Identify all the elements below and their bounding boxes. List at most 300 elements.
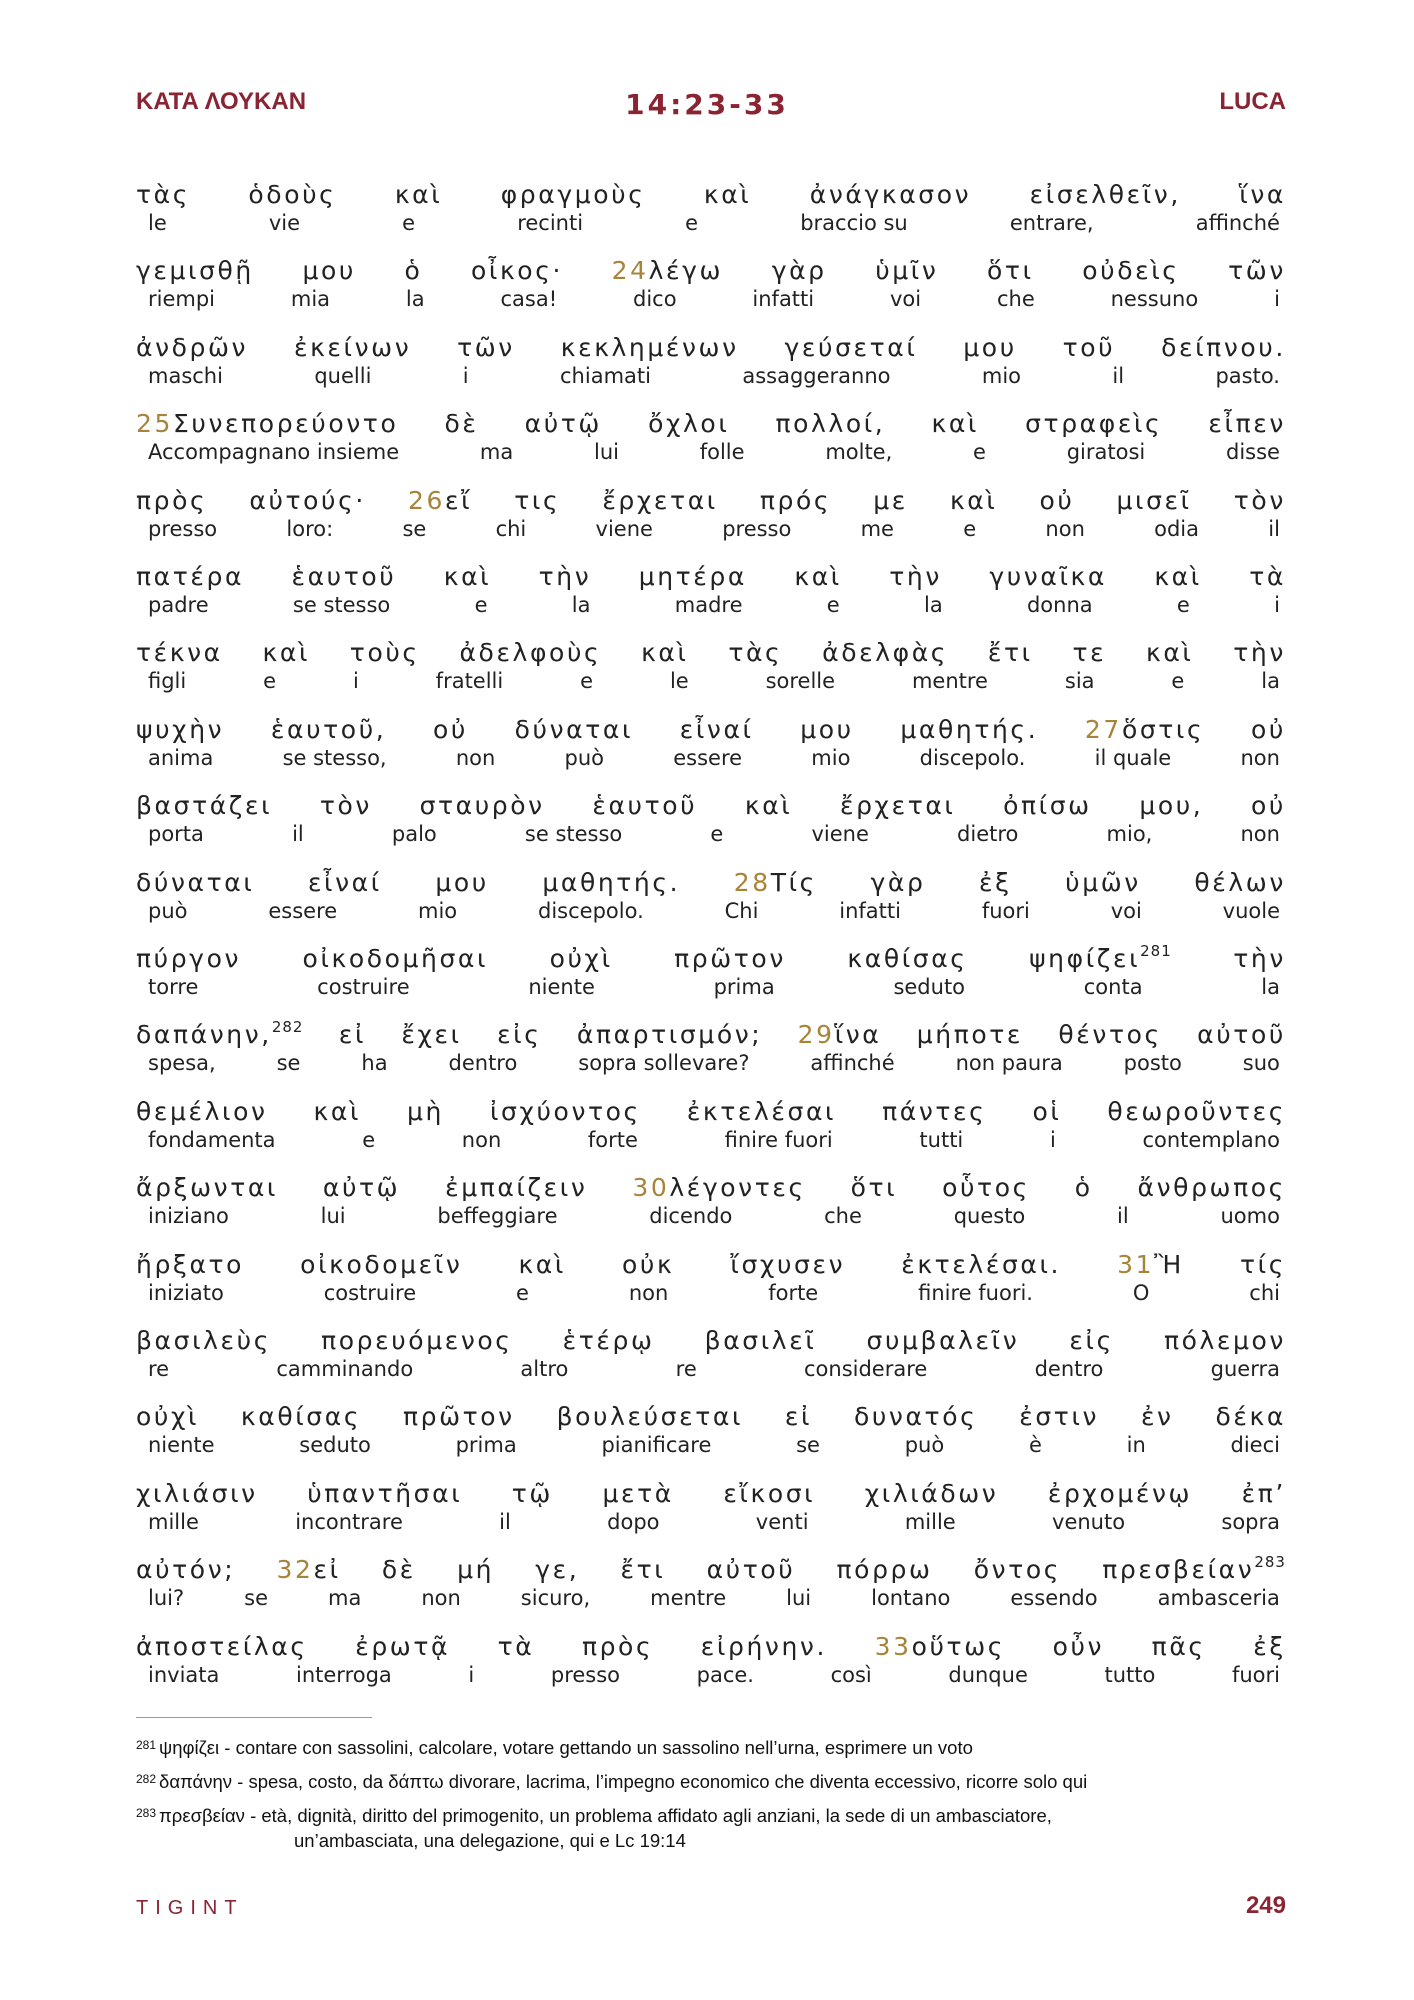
italian-word: i [462,363,469,388]
italian-word: finire fuori [724,1127,833,1152]
italian-gloss-line [136,1204,1286,1232]
italian-word: la [571,593,591,617]
greek-word: τῷ [511,1478,553,1508]
greek-word: ἰσχύοντος [489,1096,641,1126]
greek-word: ἑαυτοῦ, [270,714,387,744]
greek-word: βουλεύσεται [556,1402,744,1432]
verse-number: 24 [611,256,649,286]
footnote-text: ψηφίζει - contare con sassolini, calcolare, votare gettando un sassolino nell’urna, esprimere un voto [159,1737,973,1758]
italian-word: dicendo [649,1204,733,1229]
greek-word: ἑαυτοῦ [291,562,397,591]
italian-word: affinché [810,1051,895,1076]
running-title-italian: LUCA [1219,88,1286,115]
greek-word: ἴσχυσεν [730,1249,846,1279]
greek-word: τις [514,485,561,515]
greek-word: αὐτοῦ [1197,1020,1286,1050]
greek-word: 28Τίς [733,867,817,897]
italian-gloss-line [136,669,1286,697]
italian-word: e [973,440,986,465]
italian-word: ma [479,440,514,465]
italian-word: porta [148,822,204,847]
greek-word: ἐξ [978,867,1012,897]
greek-line [136,180,1286,212]
greek-word: τὸν [1233,485,1286,515]
italian-word: conta [1083,975,1143,999]
interlinear-line [136,180,1286,238]
italian-word: ha [361,1051,388,1076]
greek-word: καὶ [703,180,752,209]
italian-word: se [402,516,427,541]
italian-word: infatti [839,898,901,923]
italian-word: re [675,1357,697,1381]
footnote-number: 281 [136,1738,157,1752]
greek-word: ἔχει [401,1020,462,1050]
italian-word: tutti [919,1127,964,1152]
greek-word: δείπνου. [1161,332,1286,362]
italian-word: costruire [317,975,410,999]
italian-word: se [244,1586,268,1611]
italian-word: non [628,1280,669,1305]
greek-word: ἐκτελέσαι [686,1096,837,1126]
italian-word: affinché [1195,211,1280,235]
greek-word: πρός [759,485,832,515]
italian-word: e [362,1127,376,1152]
greek-word: καὶ [313,1096,362,1126]
italian-word: posto [1123,1051,1182,1076]
footnote-number: 282 [136,1772,157,1786]
greek-word: γὰρ [771,256,827,286]
italian-word: dico [632,287,677,312]
greek-word: οὗτος [942,1173,1030,1203]
italian-word: finire fuori. [918,1280,1033,1305]
italian-word: fratelli [435,669,504,694]
greek-word: ὁδοὺς [248,180,337,209]
greek-word: δὲ [444,409,479,439]
greek-word: ὀπίσω [1003,791,1092,821]
italian-gloss-line [136,1051,1286,1079]
greek-word: βασιλεὺς [136,1326,271,1355]
italian-word: essere [268,898,338,923]
italian-word: le [669,669,689,694]
italian-gloss-line [136,517,1286,545]
italian-word: disse [1225,440,1280,465]
greek-word: μου [800,714,854,744]
interlinear-line [136,562,1286,620]
italian-word: seduto [893,975,966,999]
greek-word: μισεῖ [1116,485,1192,515]
italian-word: può [904,1433,945,1458]
italian-word: palo [391,822,437,847]
interlinear-line [136,944,1286,1002]
italian-word: e [402,211,416,235]
greek-word: ἄρξωνται [136,1173,278,1203]
italian-word: il [499,1509,511,1534]
italian-word: e [826,593,840,617]
greek-word: μετὰ [602,1478,674,1508]
italian-word: chi [495,516,527,541]
greek-word: πρεσβείαν$^{283}$ [1102,1553,1286,1585]
greek-word: εἰ [784,1402,813,1432]
greek-word: δὲ [381,1555,416,1585]
interlinear-line [136,333,1286,391]
greek-word: ὅτι [987,256,1034,286]
greek-word: οὐχὶ [136,1402,200,1432]
footnote-number: 283 [136,1806,157,1820]
greek-line [136,333,1286,365]
italian-word: non [1240,822,1280,847]
italian-word: la [923,593,943,617]
italian-word: mio, [1106,822,1153,847]
greek-word: ὑμῖν [875,256,939,286]
greek-word: πύργον [136,944,242,973]
italian-word: non [421,1586,461,1611]
italian-word: venti [755,1509,809,1534]
italian-word: re [148,1357,170,1381]
verse-number: 28 [733,867,771,897]
italian-word: infatti [752,287,815,312]
italian-word: e [474,593,488,617]
greek-word: τὰς [728,638,783,668]
greek-word: καὶ [949,485,998,515]
italian-gloss-line [136,211,1286,239]
interlinear-line [136,1402,1286,1460]
italian-word: e [685,211,699,235]
greek-word: μητέρα [638,562,747,591]
greek-word: μὴ [407,1096,444,1126]
interlinear-line [136,1097,1286,1155]
italian-gloss-line [136,287,1286,315]
italian-gloss-line [136,1433,1286,1461]
greek-word: ἑαυτοῦ [592,791,698,821]
publisher-mark: TIGINT [136,1897,244,1919]
interlinear-line [136,1173,1286,1231]
italian-word: tutto [1104,1662,1156,1687]
verse-number: 31 [1117,1249,1155,1279]
interlinear-line [136,1020,1286,1078]
italian-word: torre [148,975,199,999]
italian-word: folle [699,440,745,465]
greek-word: δέκα [1215,1402,1286,1432]
greek-line [136,1097,1286,1129]
italian-word: presso [550,1662,621,1687]
italian-word: viene [811,822,869,847]
italian-word: pianificare [601,1433,712,1458]
greek-line [136,1173,1286,1205]
italian-word: e [1171,669,1185,694]
italian-word: dietro [957,822,1019,847]
greek-word: τὰς [136,180,191,209]
greek-word: καὶ [518,1249,566,1279]
chapter-verse-range: 14:23-33 [625,88,789,121]
greek-word: με [873,485,908,515]
italian-gloss-line [136,746,1286,774]
italian-gloss-line [136,1663,1286,1691]
greek-line [136,1020,1286,1052]
greek-word: ἀνάγκασον [809,180,972,209]
italian-word: donna [1026,593,1093,617]
italian-word: sicuro, [520,1586,591,1611]
greek-word: τὴν [538,562,592,591]
italian-word: dentro [1034,1357,1104,1381]
greek-word: αὐτόν; [136,1555,236,1585]
greek-word: πρῶτον [674,944,786,973]
greek-word: ὁ [1074,1173,1093,1203]
italian-word: presso [722,516,792,541]
greek-word: γυναῖκα [989,562,1107,591]
interlinear-line [136,1479,1286,1537]
italian-gloss-line [136,822,1286,850]
italian-word: ma [328,1586,362,1611]
italian-word: questo [953,1204,1026,1229]
greek-word: βασιλεῖ [704,1326,817,1355]
greek-word: μου, [1139,791,1204,821]
greek-word: οὐχὶ [549,944,613,973]
italian-word: anima [148,745,214,770]
italian-word: madre [674,593,743,617]
greek-word: τοῦ [1062,332,1116,362]
italian-word: forte [768,1280,819,1305]
italian-word: considerare [803,1357,928,1381]
italian-word: non [1045,516,1085,541]
verse-number: 30 [632,1173,670,1203]
italian-gloss-line [136,1510,1286,1538]
greek-word: ὁ [404,256,423,286]
italian-word: camminando [276,1357,414,1381]
italian-word: dentro [448,1051,518,1076]
italian-word: se [796,1433,820,1458]
greek-word: 31Ἢ [1117,1249,1184,1279]
italian-word: se stesso, [282,745,387,770]
footnote-text: πρεσβείαν - età, dignità, diritto del primogenito, un problema affidato agli anziani, la sede di un ambasciatore, [159,1805,1052,1826]
italian-word: che [996,287,1035,312]
greek-line [136,1326,1286,1358]
footnote-ref: 283 [1254,1553,1286,1572]
interlinear-line [136,1632,1286,1690]
italian-word: non [461,1127,502,1152]
italian-word: in [1126,1433,1146,1458]
greek-word: 29ἵνα [797,1020,882,1050]
italian-word: il [1112,363,1125,388]
greek-word: μου [302,256,356,286]
greek-word: χιλιάσιν [136,1478,258,1508]
italian-word: i [1274,287,1280,312]
italian-word: che [824,1204,862,1229]
italian-word: se stesso [524,822,623,847]
greek-word: καὶ [1154,562,1202,591]
italian-word: iniziano [148,1204,229,1229]
italian-word: e [1176,593,1190,617]
greek-word: ἀπαρτισμόν; [576,1020,763,1050]
footnote-divider [136,1717,372,1718]
italian-word: non [1240,745,1280,770]
italian-word: costruire [323,1280,417,1305]
interlinear-line [136,256,1286,314]
greek-line [136,1479,1286,1511]
italian-word: mille [148,1509,199,1534]
italian-word: la [1261,669,1280,694]
italian-word: può [564,745,605,770]
italian-word: può [148,898,188,923]
interlinear-line [136,791,1286,849]
greek-word: οὐ [432,714,468,744]
greek-word: αὐτούς· [249,485,366,515]
italian-word: i [352,669,359,694]
interlinear-line [136,638,1286,696]
greek-word: ἐρωτᾷ [355,1631,451,1661]
greek-word: καὶ [641,638,689,668]
interlinear-line [136,486,1286,544]
greek-word: δύναται [136,867,255,897]
greek-word: σταυρὸν [419,791,545,821]
italian-word: mentre [650,1586,727,1611]
greek-word: εἶναί [679,714,754,744]
italian-word: lui [320,1204,346,1229]
greek-line [136,868,1286,900]
italian-word: e [963,516,977,541]
greek-word: καὶ [262,638,311,668]
greek-word: οὐ [1250,791,1286,821]
greek-word: θεμέλιον [136,1096,268,1126]
greek-word: μου [435,867,489,897]
greek-word: 27ὅστις [1084,714,1205,744]
italian-word: braccio su [800,211,908,235]
italian-word: fuori [981,898,1030,923]
italian-word: il quale [1094,745,1172,770]
italian-gloss-line [136,440,1286,468]
italian-word: beffeggiare [437,1204,558,1229]
greek-word: πρῶτον [402,1402,515,1432]
greek-word: ψηφίζει$^{281}$ [1029,942,1172,973]
greek-word: πᾶς [1151,1631,1206,1661]
greek-word: οὐδεὶς [1082,256,1180,286]
italian-word: e [263,669,277,694]
greek-word: οὐκ [622,1249,675,1279]
italian-gloss-line [136,975,1286,1003]
italian-word: mio [811,745,851,770]
italian-word: casa! [500,287,558,312]
running-title-greek: ΚΑΤΑ ΛΟΥΚΑΝ [136,88,307,115]
greek-word: καὶ [931,409,979,439]
italian-word: mio [418,898,458,923]
footnote-ref: 281 [1140,942,1172,960]
greek-word: ὅτι [850,1173,898,1203]
greek-word: ἀδελφὰς [822,638,949,668]
italian-word: maschi [148,363,223,388]
greek-word: ἐν [1140,1402,1174,1432]
italian-word: O [1132,1280,1150,1305]
greek-word: θεωροῦντες [1107,1096,1286,1126]
italian-word: uomo [1220,1204,1280,1229]
italian-word: è [1028,1433,1042,1458]
greek-word: πόλεμον [1163,1326,1286,1355]
footnote [136,1801,1286,1853]
greek-word: συμβαλεῖν [866,1326,1020,1355]
italian-word: dieci [1230,1433,1280,1458]
greek-word: ἤρξατο [136,1249,245,1279]
italian-word: suo [1242,1051,1280,1076]
italian-word: nessuno [1110,287,1199,312]
greek-word: καὶ [744,791,793,821]
italian-word: dunque [948,1662,1028,1687]
italian-word: se [276,1051,301,1076]
italian-word: non paura [955,1051,1063,1076]
italian-word: voi [889,287,922,312]
greek-word: 30λέγοντες [632,1173,806,1203]
italian-word: inviata [148,1662,220,1687]
greek-word: ἀδελφοὺς [459,638,602,668]
italian-word: chi [1249,1280,1280,1305]
greek-word: γεμισθῇ [136,256,254,286]
greek-word: οἱ [1032,1096,1062,1126]
italian-word: le [148,211,167,235]
verse-number: 29 [797,1020,835,1050]
verse-number: 27 [1084,714,1122,744]
italian-word: iniziato [148,1280,224,1305]
italian-word: me [860,516,894,541]
greek-line [136,638,1286,670]
greek-word: γὰρ [870,867,926,897]
greek-word: δαπάνην,$^{282}$ [136,1018,304,1050]
greek-word: τὰ [1249,562,1286,591]
verse-number: 26 [408,485,446,515]
greek-word: μαθητής. [542,867,681,897]
greek-word: καὶ [794,562,842,591]
italian-word: e [516,1280,529,1305]
italian-word: Accompagnano insieme [148,440,400,465]
italian-word: fuori [1231,1662,1280,1687]
italian-word: i [1049,1127,1056,1152]
verse-number: 32 [276,1555,314,1585]
italian-gloss-line [136,1357,1286,1385]
greek-word: πολλοί, [775,409,886,439]
italian-word: giratosi [1066,440,1146,465]
greek-word: οἰκοδομεῖν [300,1249,463,1279]
italian-word: lui [593,440,619,465]
italian-word: Chi [724,898,759,923]
greek-word: εἰ [338,1020,367,1050]
greek-word: εἰς [1069,1326,1114,1355]
greek-word: χιλιάδων [864,1478,999,1508]
footnote [136,1733,1286,1760]
greek-word: πορευόμενος [321,1326,513,1355]
greek-word: καθίσας [240,1402,362,1432]
footnote-continuation: un’ambasciata, una delegazione, qui e Lc 19:14 [294,1830,686,1851]
italian-word: vie [268,211,301,235]
italian-word: prima [713,975,775,999]
greek-word: καθίσας [847,944,968,973]
greek-word: ἐπ’ [1241,1478,1286,1508]
italian-word: riempi [148,287,216,312]
greek-word: αὐτῷ [322,1173,401,1203]
greek-word: καὶ [443,562,492,591]
greek-line [136,944,1286,976]
italian-word: venuto [1052,1509,1126,1534]
greek-word: ἔρχεται [839,791,956,821]
italian-word: presso [148,516,218,541]
greek-word: 32εἰ [276,1555,341,1585]
greek-word: 33οὕτως [874,1631,1006,1661]
italian-word: padre [148,593,209,617]
italian-word: chiamati [560,363,651,388]
italian-word: fondamenta [148,1127,276,1152]
greek-word: ἔτι [620,1555,666,1585]
greek-word: ἔτι [987,638,1033,668]
greek-word: μου [963,332,1017,362]
greek-word: πάντες [882,1096,987,1126]
greek-line [136,1632,1286,1664]
greek-word: θέντος [1058,1020,1162,1050]
interlinear-line [136,1326,1286,1384]
